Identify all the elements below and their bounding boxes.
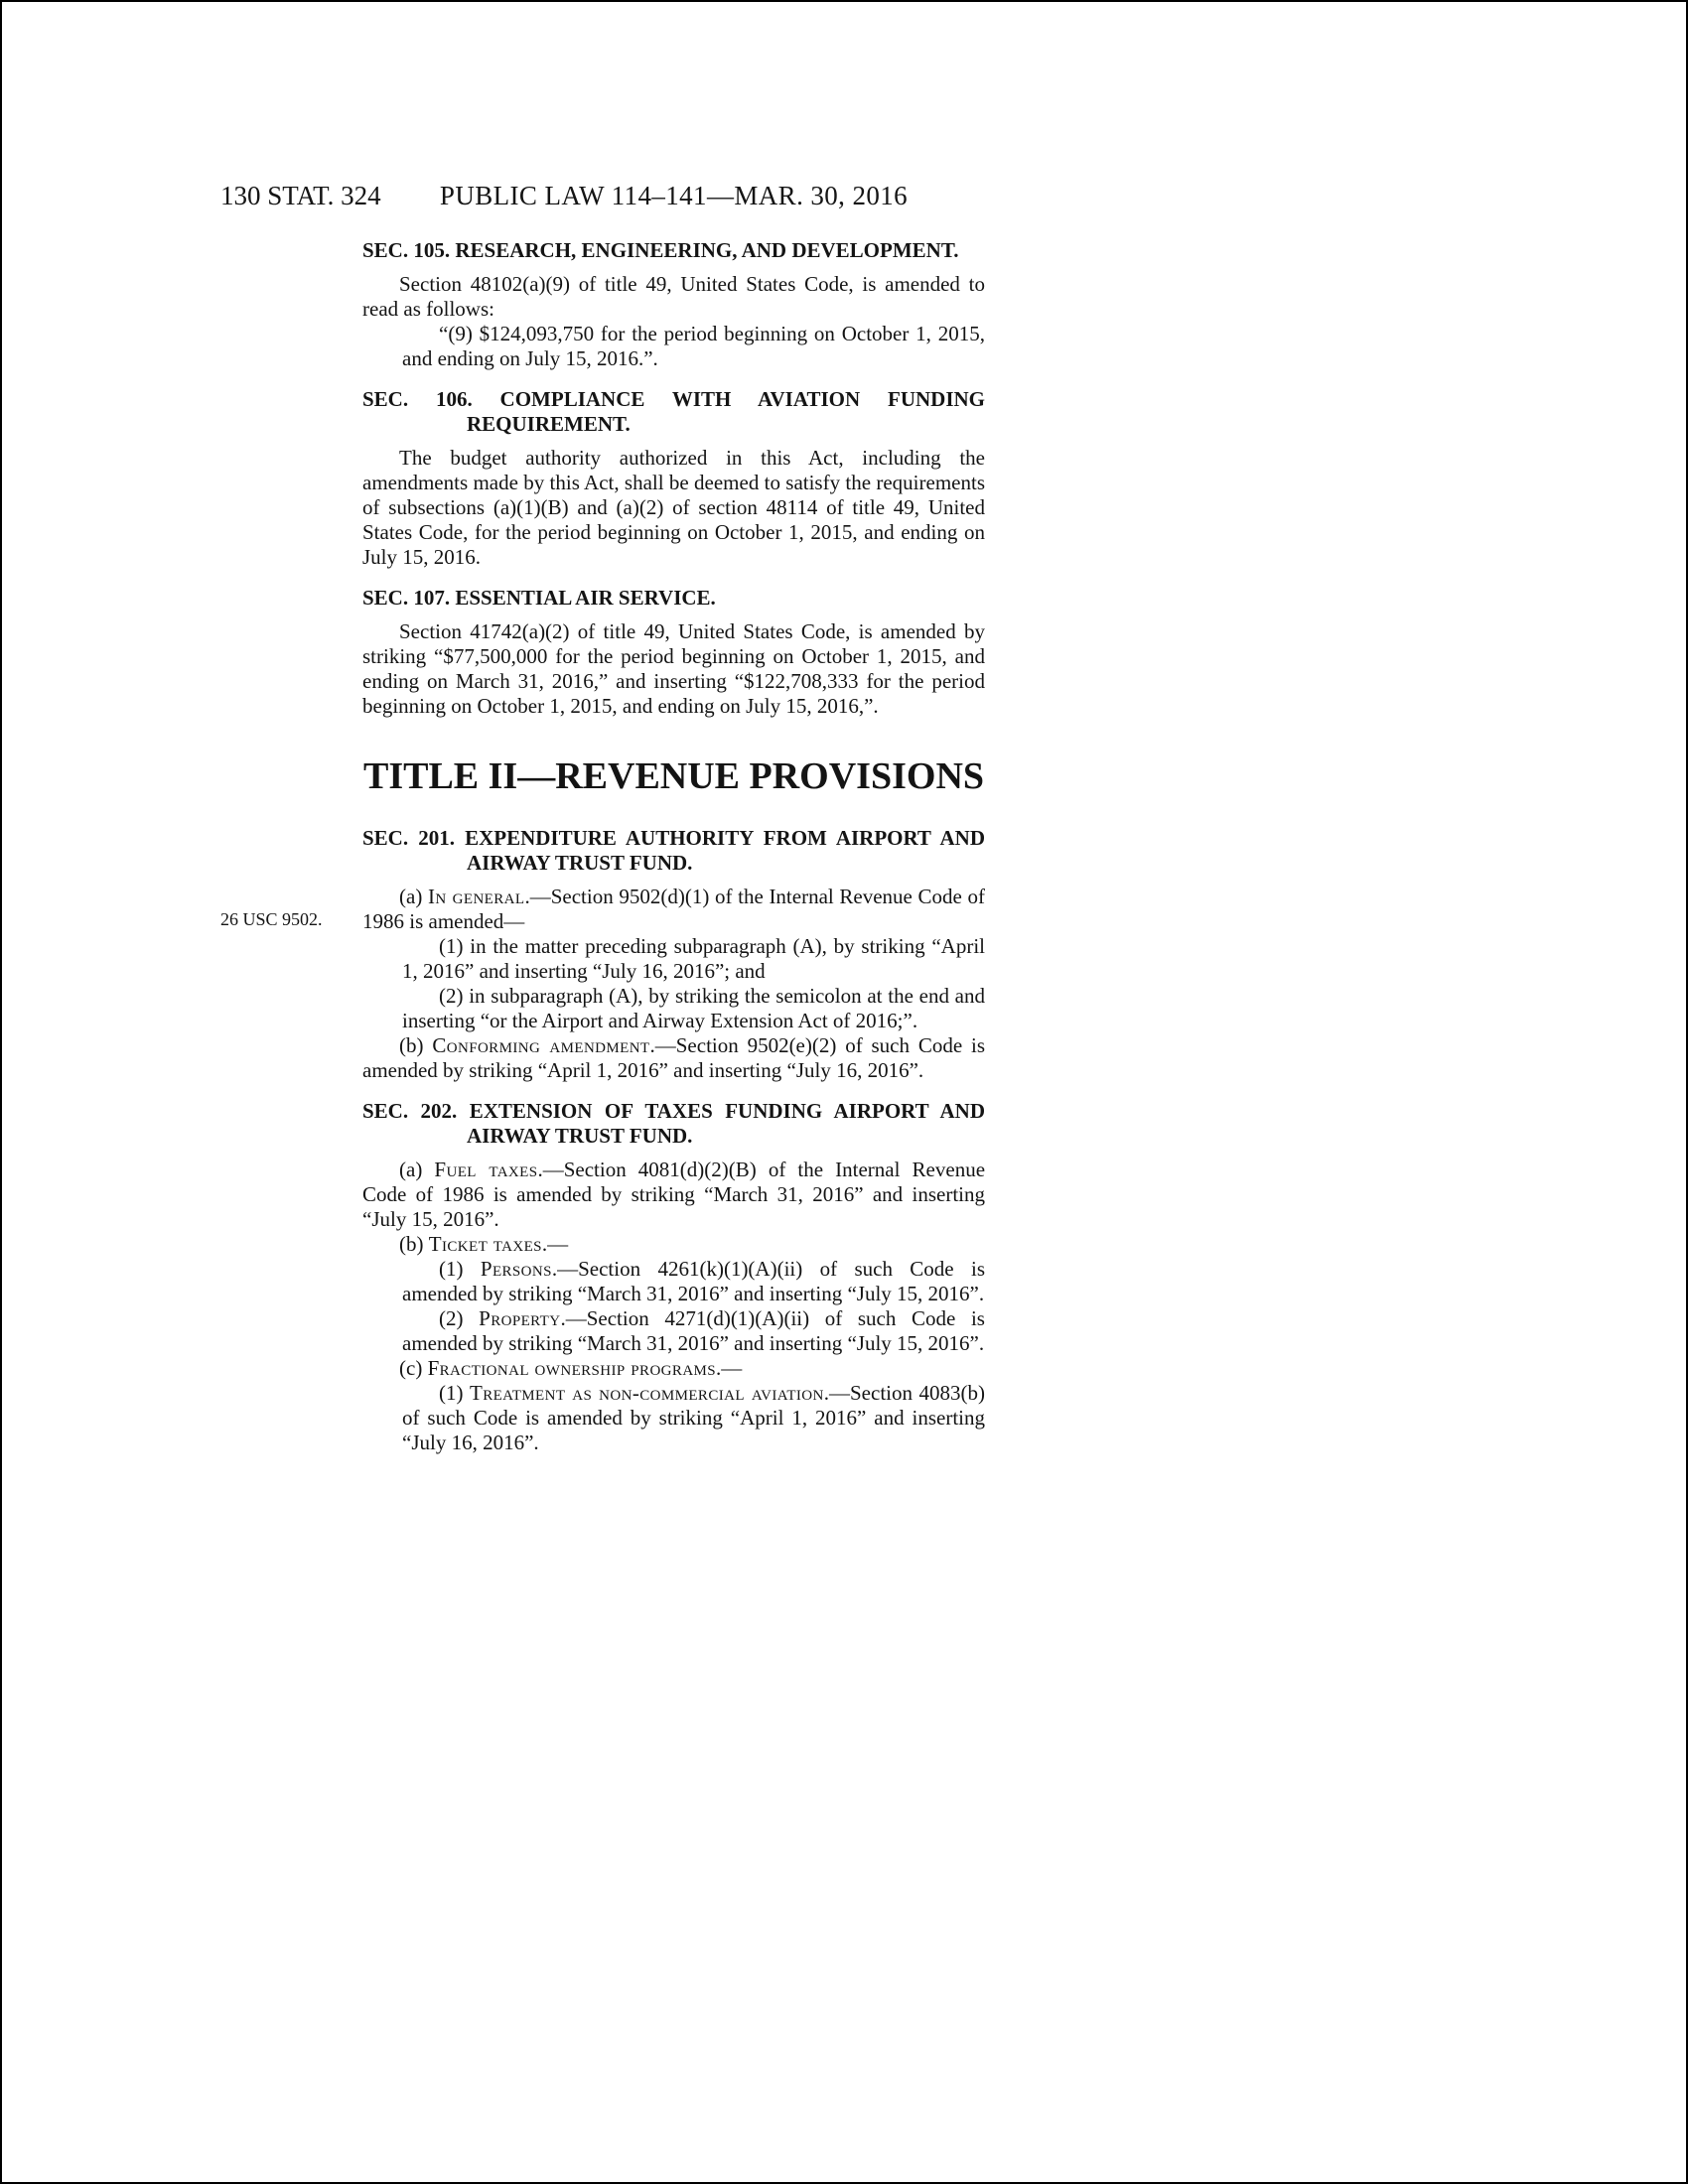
paragraph: [402, 984, 985, 1033]
small-caps-run: Property: [479, 1306, 561, 1330]
text-run: .—Section 9502(d)(1) of the Internal Revenue Code of 1986 is amended—: [362, 885, 985, 933]
text-run: (1): [439, 1257, 481, 1281]
text-run: (b): [399, 1232, 429, 1256]
text-run: (b): [399, 1033, 433, 1057]
text-run: SEC. 202. EXTENSION OF TAXES FUNDING AIRPORT AND AIRWAY TRUST FUND.: [362, 1099, 985, 1148]
text-run: (1) in the matter preceding subparagraph (A), by striking “April 1, 2016” and inserting “July 16, 2016”; and: [402, 934, 985, 983]
text-run: (a): [399, 885, 428, 908]
paragraph: [362, 1033, 985, 1083]
paragraph: [362, 619, 985, 719]
small-caps-run: Treatment as non-commercial aviation: [469, 1381, 824, 1405]
text-run: (a): [399, 1158, 435, 1181]
text-run: Section 48102(a)(9) of title 49, United States Code, is amended to read as follows:: [362, 272, 985, 321]
paragraph: [362, 1356, 985, 1381]
paragraph: [402, 934, 985, 984]
text-run: .—Section 4083(b) of such Code is amended by striking “April 1, 2016” and inserting “July 16, 2016”.: [402, 1381, 985, 1454]
text-run: The budget authority authorized in this Act, including the amendments made by this Act, shall be deemed to satisfy the requirements of subsections (a)(1)(B) and (a)(2) of section 48114 of title 49, United States Code, for the period beginning on October 1, 2015, and ending on July 15, 2016.: [362, 446, 985, 569]
small-caps-run: Conforming amendment: [432, 1033, 650, 1057]
text-run: SEC. 107. ESSENTIAL AIR SERVICE.: [362, 586, 716, 610]
section-heading: [362, 1099, 985, 1149]
section-heading: [362, 238, 985, 263]
text-run: (2): [439, 1306, 480, 1330]
text-column: [220, 234, 986, 1455]
law-header: PUBLIC LAW 114–141—MAR. 30, 2016: [439, 181, 909, 210]
paragraph: [402, 1306, 985, 1356]
text-run: .—Section 9502(e)(2) of such Code is amended by striking “April 1, 2016” and inserting “July 16, 2016”.: [362, 1033, 985, 1082]
paragraph: [362, 446, 985, 570]
title-heading: [362, 754, 985, 798]
paragraph: [362, 272, 985, 322]
text-run: .—Section 4081(d)(2)(B) of the Internal Revenue Code of 1986 is amended by striking “March 31, 2016” and inserting “July 15, 2016”.: [362, 1158, 986, 1231]
section-heading: [362, 387, 985, 437]
text-run: “(9) $124,093,750 for the period beginning on October 1, 2015, and ending on July 15, 2016.”.: [402, 322, 985, 370]
paragraph: [402, 1257, 985, 1306]
paragraph: [402, 1381, 985, 1455]
text-run: TITLE II—REVENUE PROVISIONS: [362, 755, 985, 797]
text-run: SEC. 106. COMPLIANCE WITH AVIATION FUNDING REQUIREMENT.: [362, 387, 985, 436]
section-heading: [362, 826, 985, 876]
small-caps-run: Persons: [480, 1257, 552, 1281]
text-run: .—: [716, 1356, 743, 1380]
text-run: SEC. 105. RESEARCH, ENGINEERING, AND DEVELOPMENT.: [362, 238, 959, 262]
text-run: (1): [439, 1381, 470, 1405]
paragraph: [362, 1232, 985, 1257]
small-caps-run: Fractional ownership programs: [427, 1356, 717, 1380]
small-caps-run: Fuel taxes: [434, 1158, 538, 1181]
paragraph: [362, 1158, 985, 1232]
text-run: (c): [399, 1356, 428, 1380]
paragraph: [220, 885, 985, 934]
stat-page-number: 130 STAT. 324: [220, 181, 381, 210]
small-caps-run: In general: [427, 885, 525, 908]
text-run: .—Section 4271(d)(1)(A)(ii) of such Code is amended by striking “March 31, 2016” and inserting “July 15, 2016”.: [402, 1306, 985, 1355]
paragraph: [402, 322, 985, 371]
text-run: .—Section 4261(k)(1)(A)(ii) of such Code is amended by striking “March 31, 2016” and inserting “July 15, 2016”.: [402, 1257, 985, 1305]
text-run: Section 41742(a)(2) of title 49, United States Code, is amended by striking “$77,500,000 for the period beginning on October 1, 2015, and ending on March 31, 2016,” and inserting “$122,708,333 for the period beginning on October 1, 2015, and ending on July 15, 2016,”.: [362, 619, 985, 718]
text-run: SEC. 201. EXPENDITURE AUTHORITY FROM AIRPORT AND AIRWAY TRUST FUND.: [362, 826, 985, 875]
text-run: (2) in subparagraph (A), by striking the semicolon at the end and inserting “or the Airport and Airway Extension Act of 2016;”.: [402, 984, 985, 1032]
usc-margin-note: 26 USC 9502.: [220, 909, 323, 929]
section-heading: [362, 586, 985, 611]
small-caps-run: Ticket taxes: [428, 1232, 542, 1256]
text-run: .—: [541, 1232, 569, 1256]
